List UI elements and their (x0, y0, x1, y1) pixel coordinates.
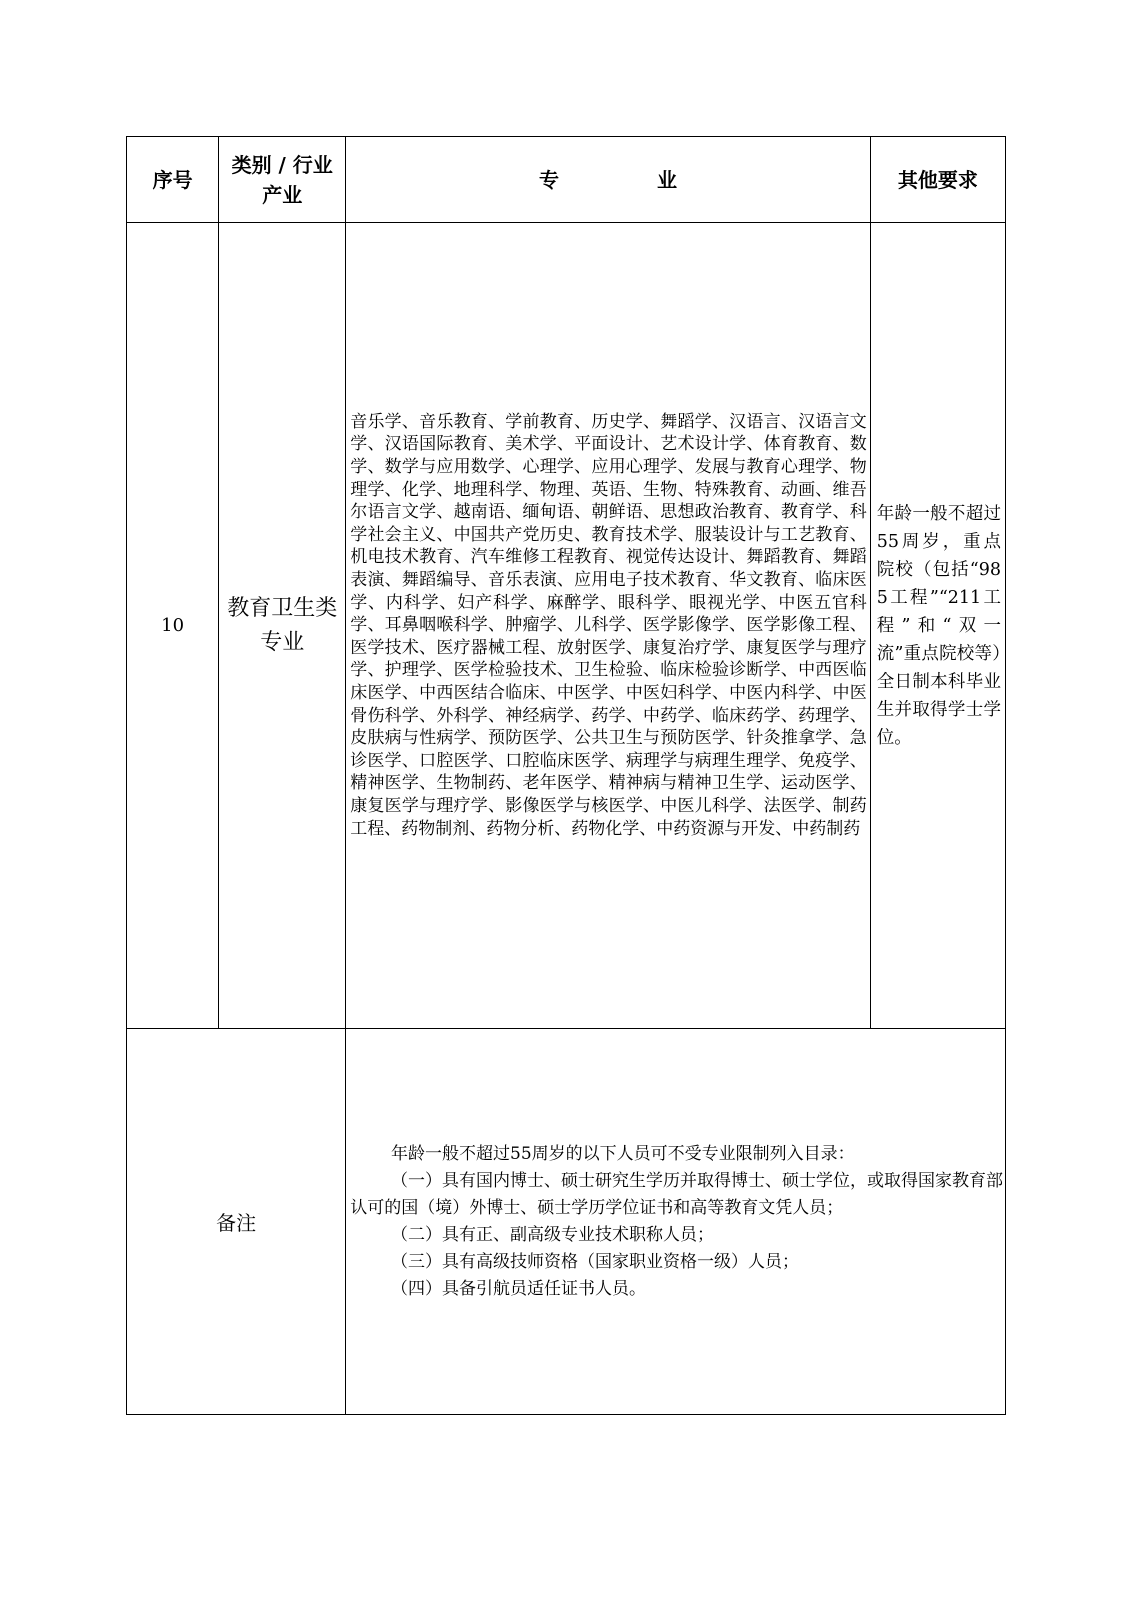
row-serial (127, 223, 219, 1029)
header-serial (127, 137, 219, 223)
row-category (219, 223, 346, 1029)
note-label-cell (127, 1029, 346, 1415)
note-row (127, 1029, 1006, 1415)
note-content (346, 1029, 1006, 1415)
note-line-1: （一）具有国内博士、硕士研究生学历并取得博士、硕士学位，或取得国家教育部认可的国（境）外博士、硕士学历学位证书和高等教育文凭人员； (350, 1170, 1004, 1218)
row-majors-text: 音乐学、音乐教育、学前教育、历史学、舞蹈学、汉语言、汉语言文学、汉语国际教育、美术学、平面设计、艺术设计学、体育教育、数学、数学与应用数学、心理学、应用心理学、发展与教育心理学、物理学、化学、地理科学、物理、英语、生物、特殊教育、动画、维吾尔语言文学、越南语、缅甸语、朝鲜语、思想政治教育、教育学、科学社会主义、中国共产党历史、教育技术学、服装设计与工艺教育、机电技术教育、汽车维修工程教育、视觉传达设计、舞蹈教育、舞蹈表演、舞蹈编导、音乐表演、应用电子技术教育、华文教育、临床医学、内科学、妇产科学、麻醉学、眼科学、眼视光学、中医五官科学、耳鼻咽喉科学、肿瘤学、儿科学、医学影像学、医学影像工程、医学技术、医疗器械工程、放射医学、康复治疗学、康复医学与理疗学、护理学、医学检验技术、卫生检验、临床检验诊断学、中西医临床医学、中西医结合临床、中医学、中医妇科学、中医内科学、中医骨伤科学、外科学、神经病学、药学、中药学、临床药学、药理学、皮肤病与性病学、预防医学、公共卫生与预防医学、针灸推拿学、急诊医学、口腔医学、口腔临床医学、病理学与病理生理学、免疫学、精神医学、生物制药、老年医学、精神病与精神卫生学、运动医学、康复医学与理疗学、影像医学与核医学、中医儿科学、法医学、制药工程、药物制剂、药物分析、药物化学、中药资源与开发、中药制药 (350, 411, 867, 839)
header-major-label: 专 业 (539, 167, 705, 192)
header-other-label: 其他要求 (897, 167, 978, 192)
header-other (870, 137, 1005, 223)
header-category-line2: 产业 (262, 182, 303, 207)
row-other-text: 年龄一般不超过55周岁，重点院校（包括“985工程”“211工程”和“双一流”重点院校等）全日制本科毕业生并取得学士学位。 (876, 503, 1001, 748)
row-category-line2: 专业 (260, 629, 305, 655)
header-major (346, 137, 871, 223)
note-line-3: （三）具有高级技师资格（国家职业资格一级）人员； (391, 1251, 800, 1272)
data-row-10 (127, 223, 1006, 1029)
note-label: 备注 (216, 1211, 257, 1235)
header-serial-label: 序号 (152, 167, 193, 192)
header-category-line1: 类别 / 行业 (231, 152, 333, 177)
note-line-4: （四）具备引航员适任证书人员。 (391, 1278, 647, 1299)
row-majors (346, 223, 871, 1029)
row-serial-value: 10 (161, 615, 185, 636)
header-row (127, 137, 1006, 223)
note-line-2: （二）具有正、副高级专业技术职称人员； (391, 1224, 715, 1245)
header-category (219, 137, 346, 223)
row-category-line1: 教育卫生类 (227, 595, 338, 621)
majors-table (126, 136, 1006, 1415)
note-line-intro: 年龄一般不超过55周岁的以下人员可不受专业限制列入目录： (391, 1143, 855, 1164)
row-other-requirements (870, 223, 1005, 1029)
